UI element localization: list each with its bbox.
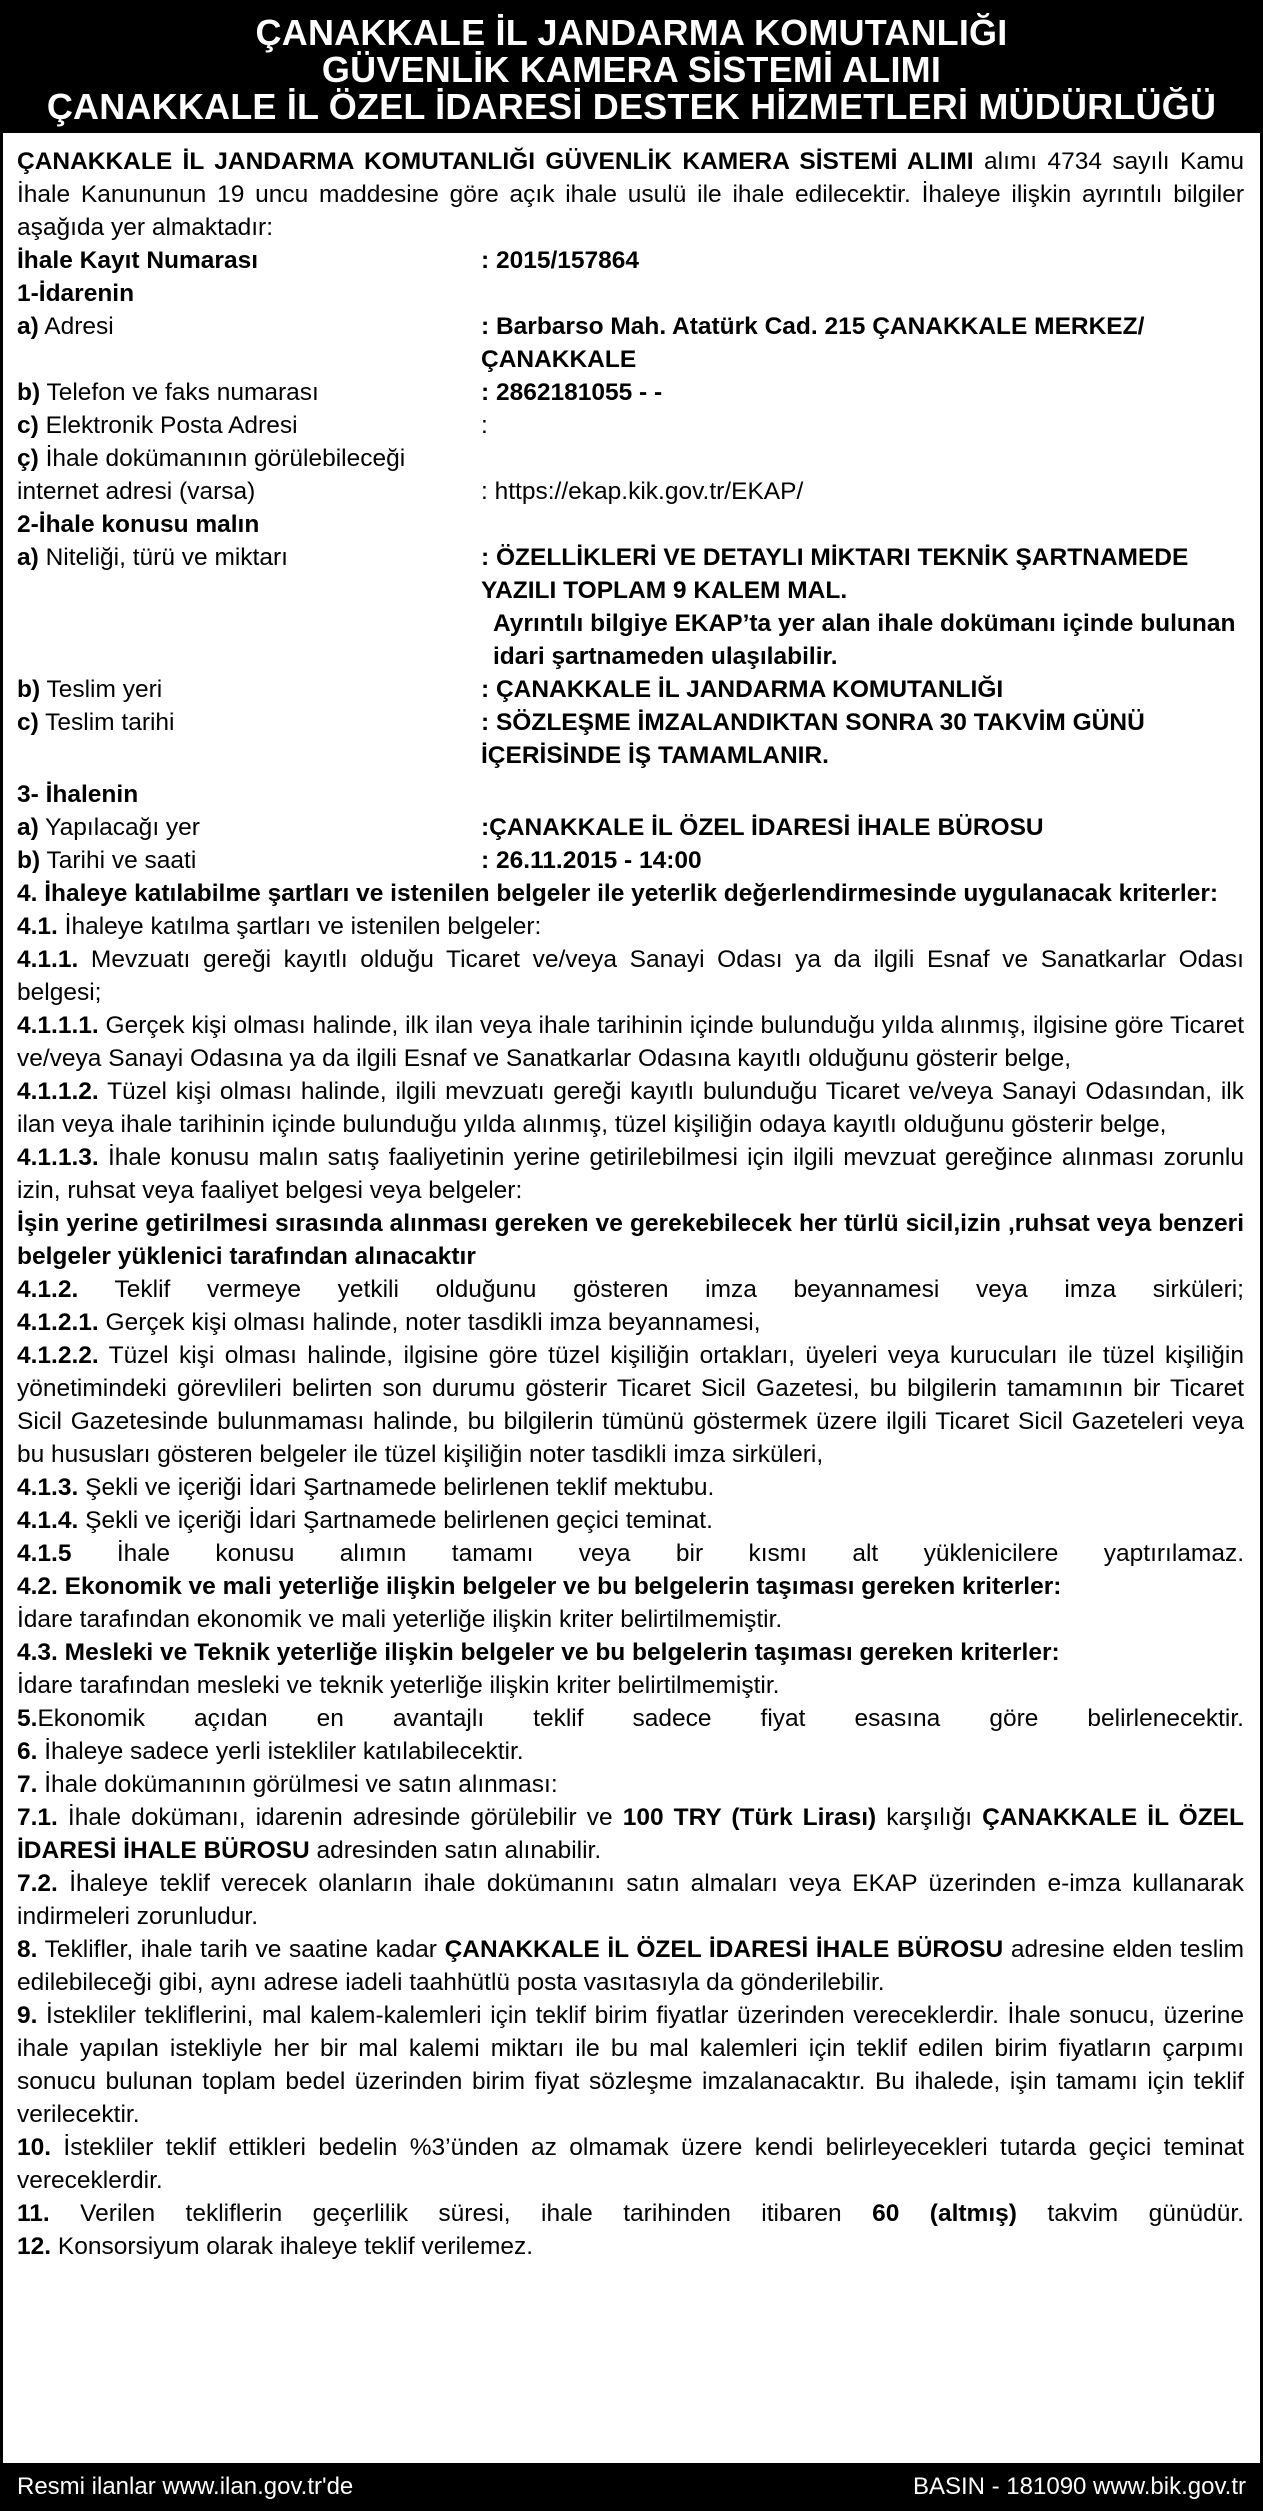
sec4-2: 4.2. Ekonomik ve mali yeterliğe ilişkin belgeler ve bu belgelerin taşıması gereken kriterler: İdare tarafından ekonomik ve mali yeterliğe ilişkin kriter belirtilmemiştir.	[17, 1573, 1062, 1633]
sec4-1-3: 4.1.3. Şekli ve içeriği İdari Şartnamede belirlenen teklif mektubu.	[17, 1474, 715, 1501]
ihale-tarih-row: b) Tarihi ve saati : 26.11.2015 - 14:00	[17, 847, 702, 874]
header-line-3: ÇANAKKALE İL ÖZEL İDARESİ DESTEK HİZMETLERİ MÜDÜRLÜĞÜ	[46, 86, 1217, 127]
sec4-heading: 4. İhaleye katılabilme şartları ve istenilen belgeler ile yeterlik değerlendirmesinde uygulanacak kriterler:	[17, 880, 1219, 907]
ihale-heading: 3- İhalenin	[17, 781, 139, 808]
sec4-3: 4.3. Mesleki ve Teknik yeterliğe ilişkin belgeler ve bu belgelerin taşıması gereken kriterler: İdare tarafından mesleki ve teknik yeterliğe ilişkin kriter belirtilmemiştir.	[17, 1639, 1060, 1699]
notice-body	[3, 133, 1260, 2263]
sec7-2: 7.2. İhaleye teklif verecek olanların ihale dokümanını satın almaları veya EKAP üzerinden e-imza kullanarak indirmeleri zorunludur.	[17, 1870, 1244, 1930]
header-line-2: GÜVENLİK KAMERA SİSTEMİ ALIMI	[321, 49, 942, 90]
sec4-1: 4.1. İhaleye katılma şartları ve istenilen belgeler:	[17, 913, 542, 940]
mal-nitelik-row: a) Niteliği, türü ve miktarı : ÖZELLİKLERİ VE DETAYLI MİKTARI TEKNİK ŞARTNAMEDE YAZILI TOPLAM 9 KALEM MAL. Ayrıntılı bilgiye EKAP’ta yer alan ihale dokümanı içinde bulunan idari şartnameden ulaşılabilir.	[17, 544, 1236, 670]
sec5: 5.Ekonomik açıdan en avantajlı teklif sadece fiyat esasına göre belirlenecektir.	[17, 1705, 1244, 1732]
idare-eposta-row: c) Elektronik Posta Adresi :	[17, 412, 488, 439]
sec4-1-1-3: 4.1.1.3. İhale konusu malın satış faaliyetinin yerine getirilebilmesi için ilgili mevzuat gereğince alınması zorunlu izin, ruhsat veya faaliyet belgesi veya belgeler:	[17, 1144, 1244, 1204]
intro-paragraph: ÇANAKKALE İL JANDARMA KOMUTANLIĞI GÜVENLİK KAMERA SİSTEMİ ALIMI alımı 4734 sayılı Kamu İhale Kanununun 19 uncu maddesine göre açık ihale usulü ile ihale edilecektir. İhaleye ilişkin ayrıntılı bilgiler aşağıda yer almaktadır:	[17, 148, 1244, 241]
sec8: 8. Teklifler, ihale tarih ve saatine kadar ÇANAKKALE İL ÖZEL İDARESİ İHALE BÜROSU adresine elden teslim edilebileceği gibi, aynı adrese iadeli taahhütlü posta vasıtasıyla da gönderilebilir.	[17, 1936, 1245, 1996]
footer-left: Resmi ilanlar www.ilan.gov.tr'de	[17, 2473, 354, 2500]
sec12: 12. Konsorsiyum olarak ihaleye teklif verilemez.	[17, 2233, 534, 2260]
notice-header	[3, 0, 1260, 133]
sec4-1-5: 4.1.5 İhale konusu alımın tamamı veya bir kısmı alt yüklenicilere yaptırılamaz.	[17, 1540, 1244, 1567]
sec4-1-1-3-note: İşin yerine getirilmesi sırasında alınması gereken ve gerekebilecek her türlü sicil,izin ,ruhsat veya benzeri belgeler yüklenici tarafından alınacaktır	[17, 1210, 1244, 1270]
ihale-yer-row: a) Yapılacağı yer :ÇANAKKALE İL ÖZEL İDARESİ İHALE BÜROSU	[17, 814, 1044, 841]
sec4-1-2-1: 4.1.2.1. Gerçek kişi olması halinde, noter tasdikli imza beyannamesi,	[17, 1309, 761, 1336]
sec4-1-1-2: 4.1.1.2. Tüzel kişi olması halinde, ilgili mevzuatı gereği kayıtlı bulunduğu Ticaret ve/veya Sanayi Odasından, ilk ilan veya ihale tarihinin içinde bulunduğu yılda alınmış, tüzel kişiliğin odaya kayıtlı olduğunu gösterir belge,	[17, 1078, 1244, 1138]
footer-right: BASIN - 181090 www.bik.gov.tr	[912, 2473, 1246, 2500]
sec4-1-4: 4.1.4. Şekli ve içeriği İdari Şartnamede belirlenen geçici teminat.	[17, 1507, 713, 1534]
sec7: 7. İhale dokümanının görülmesi ve satın alınması:	[17, 1771, 558, 1798]
header-line-1: ÇANAKKALE İL JANDARMA KOMUTANLIĞI	[255, 12, 1008, 53]
idare-adres-row: a) Adresi : Barbarso Mah. Atatürk Cad. 215 ÇANAKKALE MERKEZ/ÇANAKKALE	[17, 313, 1145, 373]
idare-telefon-row: b) Telefon ve faks numarası : 2862181055 - -	[17, 379, 663, 406]
sec4-1-2: 4.1.2. Teklif vermeye yetkili olduğunu gösteren imza beyannamesi veya imza sirküleri;	[17, 1276, 1244, 1303]
idare-heading: 1-İdarenin	[17, 280, 135, 307]
sec10: 10. İstekliler teklif ettikleri bedelin %3’ünden az olmamak üzere kendi belirleyecekleri tutarda geçici teminat vereceklerdir.	[17, 2134, 1244, 2194]
idare-dokuman-row: ç) İhale dokümanının görülebileceği internet adresi (varsa) : https://ekap.kik.gov.tr/EKAP/	[17, 445, 804, 505]
sec11: 11. Verilen tekliflerin geçerlilik süresi, ihale tarihinden itibaren 60 (altmış) takvim günüdür.	[17, 2200, 1244, 2227]
mal-heading: 2-İhale konusu malın	[17, 511, 260, 538]
sec9: 9. İstekliler tekliflerini, mal kalem-kalemleri için teklif birim fiyatlar üzerinden vereceklerdir. İhale sonucu, üzerine ihale yapılan istekliyle her bir mal kalemi miktarı ile bu mal kalemleri için teklif edilen birim fiyatların çarpımı sonucu bulunan toplam bedel üzerinden birim fiyat sözleşme imzalanacaktır. Bu ihalede, işin tamamı için teklif verilecektir.	[17, 2002, 1244, 2128]
sec4-1-1: 4.1.1. Mevzuatı gereği kayıtlı olduğu Ticaret ve/veya Sanayi Odası ya da ilgili Esnaf ve Sanatkarlar Odası belgesi;	[17, 946, 1244, 1006]
sec4-1-1-1: 4.1.1.1. Gerçek kişi olması halinde, ilk ilan veya ihale tarihinin içinde bulunduğu yılda alınmış, ilgisine göre Ticaret ve/veya Sanayi Odasına ya da ilgili Esnaf ve Sanatkarlar Odasına kayıtlı olduğunu gösterir belge,	[17, 1012, 1245, 1072]
sec6: 6. İhaleye sadece yerli istekliler katılabilecektir.	[17, 1738, 524, 1765]
sec4-1-2-2: 4.1.2.2. Tüzel kişi olması halinde, ilgisine göre tüzel kişiliğin ortakları, üyeleri veya kurucuları ile tüzel kişiliğin yönetimindeki görevlileri belirten son durumu gösterir Ticaret Sicil Gazetesi, bu bilgilerin tamamının bir Ticaret Sicil Gazetesinde bulunmaması halinde, bu bilgilerin tümünü göstermek üzere ilgili Ticaret Sicil Gazeteleri veya bu hususları gösteren belgeler ile tüzel kişiliğin noter tasdikli imza sirküleri,	[17, 1342, 1244, 1468]
notice-footer	[3, 2463, 1260, 2511]
ihale-kayit-row: İhale Kayıt Numarası : 2015/157864	[17, 247, 640, 274]
sec7-1: 7.1. İhale dokümanı, idarenin adresinde görülebilir ve 100 TRY (Türk Lirası) karşılığı ÇANAKKALE İL ÖZEL İDARESİ İHALE BÜROSU adresinden satın alınabilir.	[17, 1804, 1244, 1864]
mal-teslim-yeri-row: b) Teslim yeri : ÇANAKKALE İL JANDARMA KOMUTANLIĞI	[17, 676, 1004, 703]
mal-teslim-tarihi-row: c) Teslim tarihi : SÖZLEŞME İMZALANDIKTAN SONRA 30 TAKVİM GÜNÜ İÇERİSİNDE İŞ TAMAMLANIR.	[17, 709, 1145, 769]
